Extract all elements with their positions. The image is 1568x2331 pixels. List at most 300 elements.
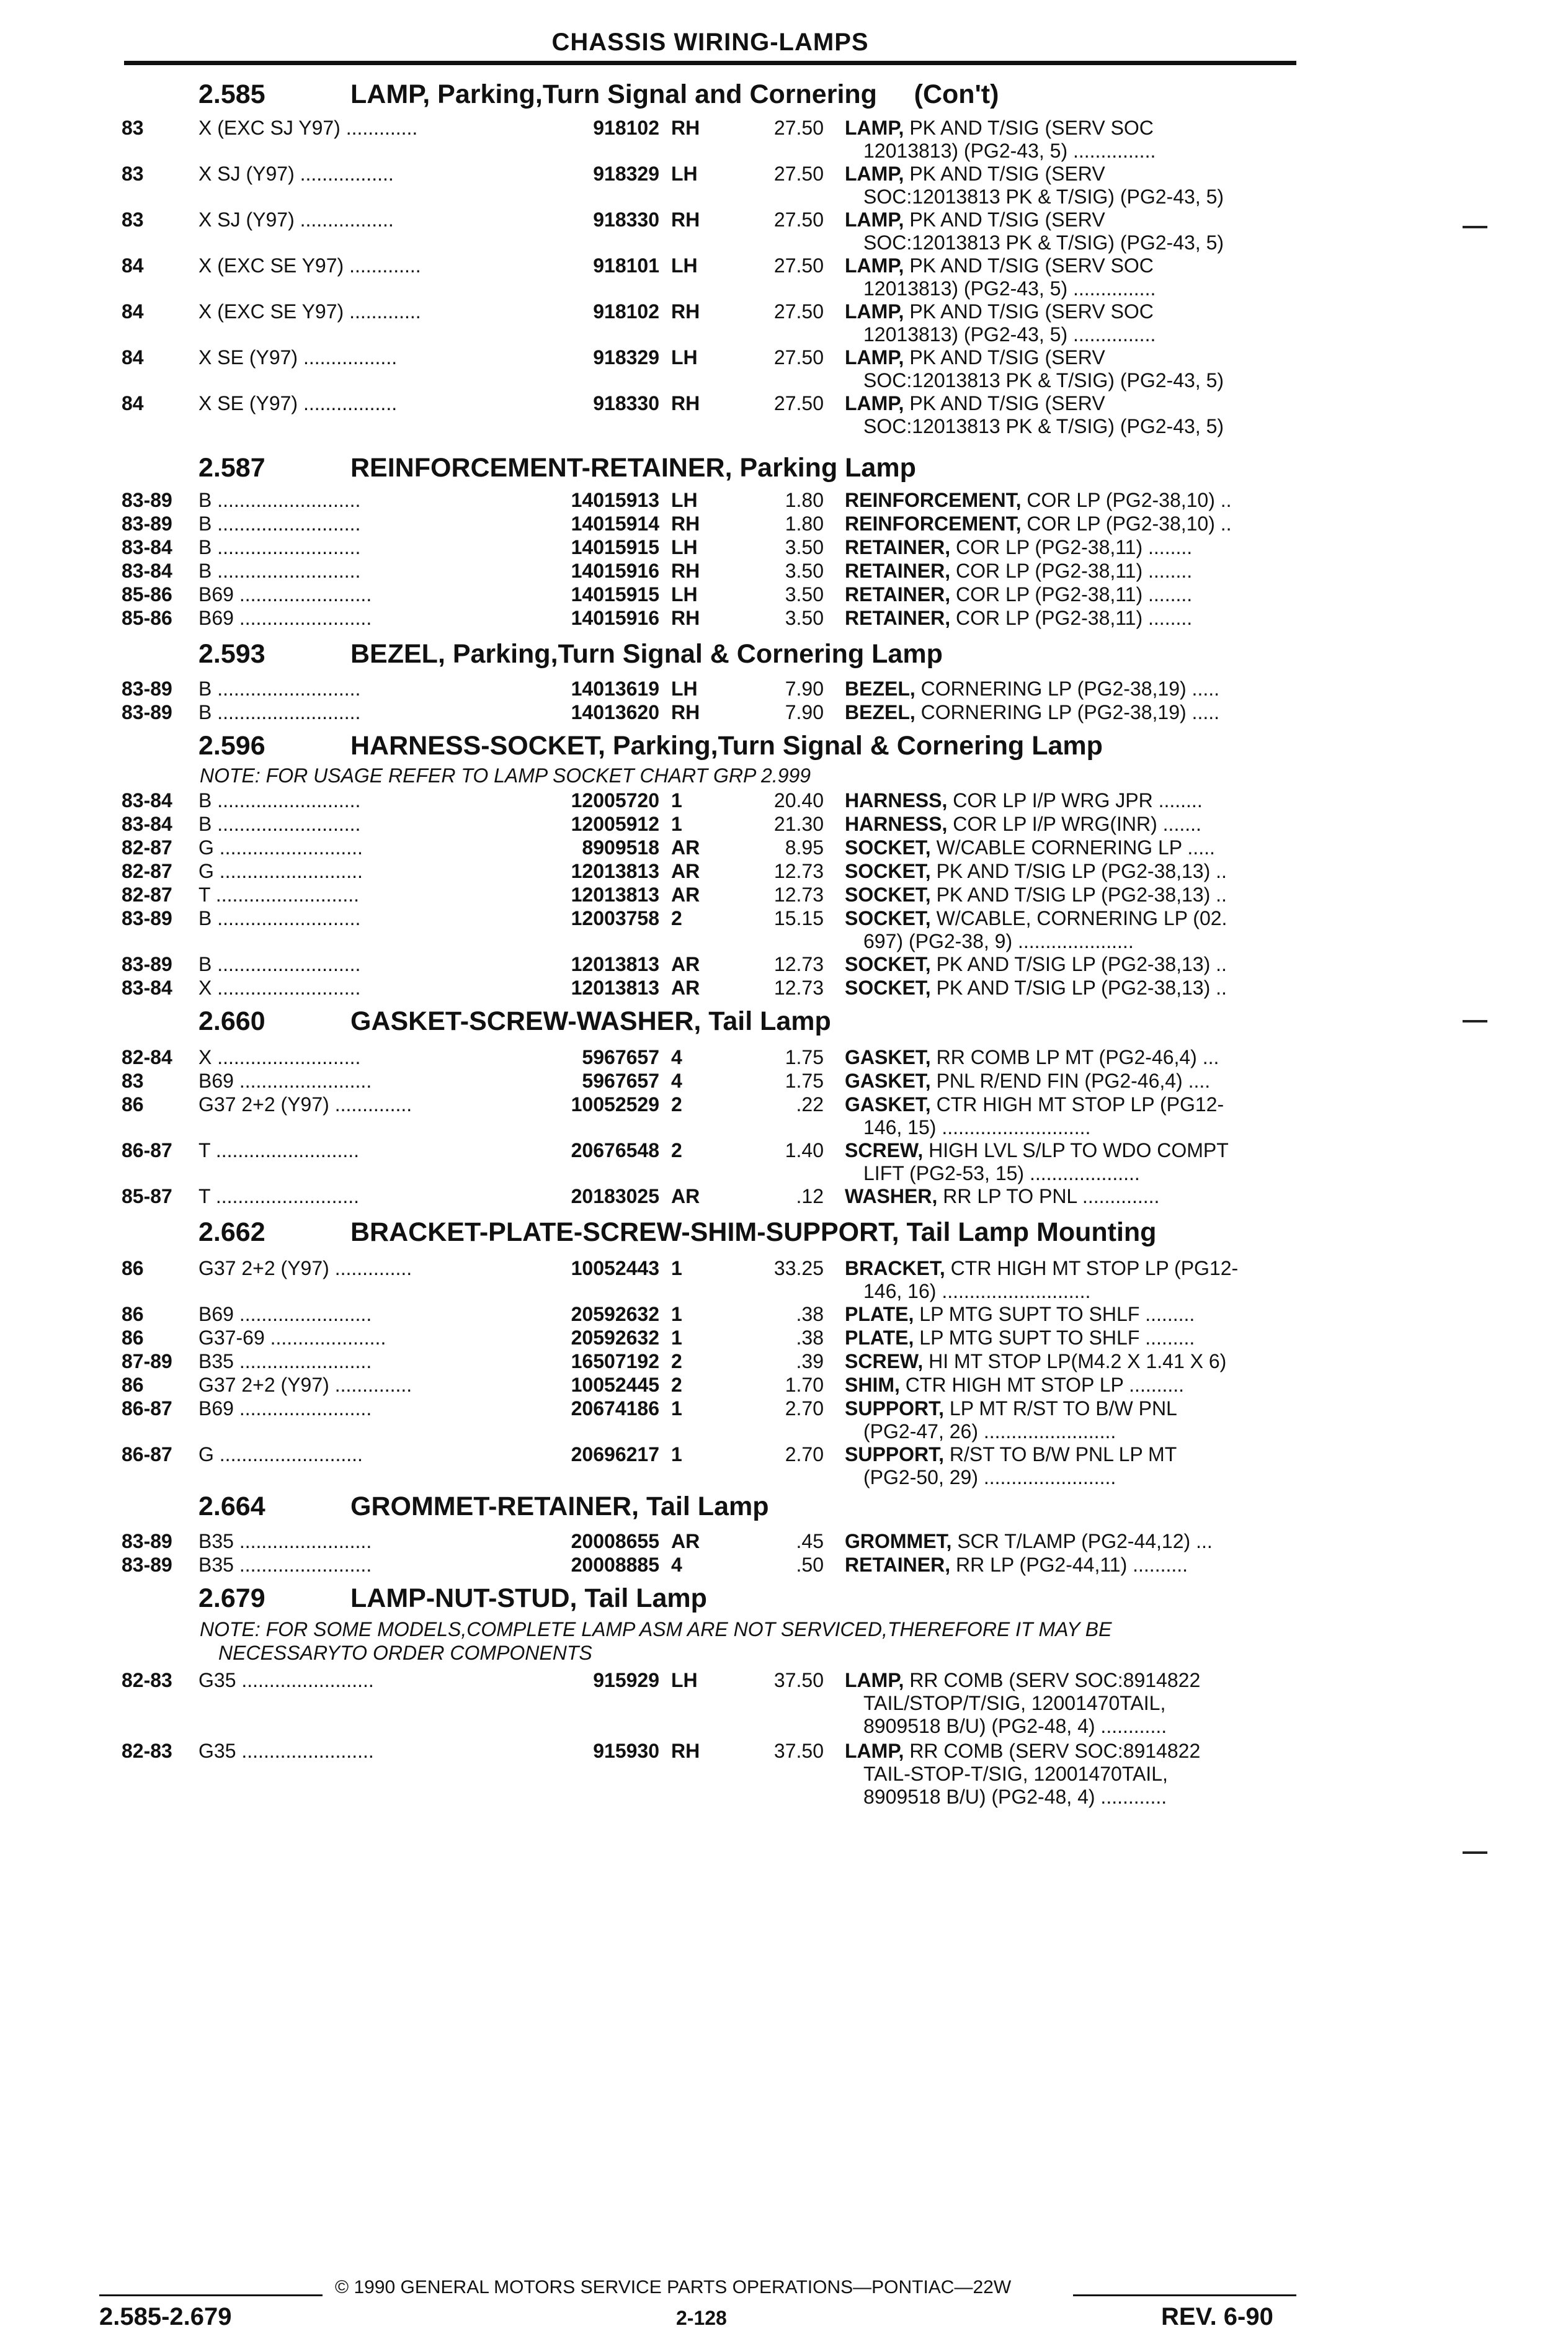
part-detail: PK AND T/SIG (SERV <box>904 346 1105 369</box>
section-number: 2.662 <box>198 1217 265 1247</box>
quantity-side: LH <box>671 1669 698 1691</box>
part-number: 20592632 <box>571 1303 659 1325</box>
part-name: GASKET, <box>845 1070 931 1092</box>
part-detail: COR LP I/P WRG JPR ........ <box>947 789 1203 812</box>
part-number: 918330 <box>593 392 659 414</box>
description-line <box>845 1443 1298 1466</box>
section-number: 2.660 <box>198 1006 265 1036</box>
part-name: LAMP, <box>845 254 904 277</box>
quantity-side: 1 <box>671 1397 682 1420</box>
description-line <box>845 789 1298 812</box>
price: 8.95 <box>785 836 824 859</box>
model-codes: B .......................... <box>198 907 361 929</box>
part-name: LAMP, <box>845 346 904 369</box>
part-name: HARNESS, <box>845 789 948 812</box>
model-years: 82-84 <box>122 1046 172 1068</box>
section-title: REINFORCEMENT-RETAINER, Parking Lamp <box>350 453 916 483</box>
model-years: 83-89 <box>122 1530 172 1552</box>
description-line <box>845 836 1298 859</box>
model-codes: B .......................... <box>198 813 361 835</box>
section-heading <box>198 1217 1156 1248</box>
part-detail: COR LP I/P WRG(INR) ....... <box>947 813 1201 835</box>
model-years: 82-87 <box>122 860 172 882</box>
quantity-side: 1 <box>671 789 682 812</box>
model-years: 83 <box>122 208 144 231</box>
model-codes: B69 ........................ <box>198 1070 372 1092</box>
model-codes: B .......................... <box>198 489 361 511</box>
model-years: 84 <box>122 346 144 369</box>
part-description <box>845 392 1298 438</box>
price: 7.90 <box>785 701 824 723</box>
part-detail: R/ST TO B/W PNL LP MT <box>944 1443 1177 1465</box>
model-codes: T .......................... <box>198 884 360 906</box>
model-years: 83-89 <box>122 953 172 975</box>
quantity-side: RH <box>671 117 700 139</box>
description-line <box>845 1740 1298 1763</box>
part-detail: PK AND T/SIG (SERV <box>904 163 1105 185</box>
model-codes: G37 2+2 (Y97) .............. <box>198 1374 412 1396</box>
description-line <box>845 953 1298 976</box>
part-description <box>845 1139 1298 1185</box>
part-description <box>845 907 1298 953</box>
part-detail: LP MT R/ST TO B/W PNL <box>944 1397 1177 1420</box>
part-detail: LP MTG SUPT TO SHLF ......... <box>914 1303 1195 1325</box>
section-note: NECESSARYTO ORDER COMPONENTS <box>218 1642 592 1664</box>
section-title: GASKET-SCREW-WASHER, Tail Lamp <box>350 1006 831 1036</box>
section-number: 2.593 <box>198 639 265 669</box>
part-number: 12003758 <box>571 907 659 929</box>
price: 27.50 <box>773 117 824 139</box>
header-rule <box>124 61 1296 65</box>
description-line <box>845 163 1298 186</box>
quantity-side: RH <box>671 208 700 231</box>
part-number: 12005720 <box>571 789 659 812</box>
model-years: 83-84 <box>122 560 172 582</box>
description-line <box>845 1093 1298 1116</box>
part-name: LAMP, <box>845 208 904 231</box>
model-years: 87-89 <box>122 1350 172 1372</box>
part-number: 14013620 <box>571 701 659 723</box>
part-detail: PK AND T/SIG LP (PG2-38,13) .. <box>930 860 1227 882</box>
part-detail: COR LP (PG2-38,10) .. <box>1021 512 1232 535</box>
description-continuation: 12013813) (PG2-43, 5) ............... <box>863 323 1156 346</box>
part-number: 20183025 <box>571 1185 659 1207</box>
part-number: 918329 <box>593 346 659 369</box>
model-years: 86 <box>122 1327 144 1349</box>
model-codes: X (EXC SJ Y97) ............. <box>198 117 418 139</box>
quantity-side: 4 <box>671 1046 682 1068</box>
part-name: SHIM, <box>845 1374 900 1396</box>
part-detail: PK AND T/SIG LP (PG2-38,13) .. <box>930 977 1227 999</box>
part-detail: PK AND T/SIG (SERV SOC <box>904 254 1154 277</box>
part-description <box>845 163 1298 208</box>
part-description <box>845 884 1298 906</box>
model-years: 86 <box>122 1303 144 1325</box>
part-number: 20676548 <box>571 1139 659 1161</box>
description-line <box>845 1257 1298 1280</box>
description-line <box>845 489 1298 512</box>
description-line <box>845 392 1298 415</box>
model-codes: B35 ........................ <box>198 1350 372 1372</box>
part-description <box>845 512 1298 535</box>
description-line <box>845 117 1298 140</box>
part-detail: RR COMB LP MT (PG2-46,4) ... <box>930 1046 1219 1068</box>
quantity-side: RH <box>671 300 700 323</box>
price: 12.73 <box>773 860 824 882</box>
description-line <box>845 1070 1298 1093</box>
quantity-side: AR <box>671 977 700 999</box>
section-title: LAMP, Parking,Turn Signal and Cornering (Con't) <box>350 79 999 109</box>
part-description <box>845 813 1298 836</box>
part-description <box>845 953 1298 976</box>
part-number: 12005912 <box>571 813 659 835</box>
part-name: SCREW, <box>845 1350 924 1372</box>
part-name: BEZEL, <box>845 678 915 700</box>
section-title: HARNESS-SOCKET, Parking,Turn Signal & Cornering Lamp <box>350 731 1103 761</box>
quantity-side: LH <box>671 163 698 185</box>
part-name: SOCKET, <box>845 977 931 999</box>
quantity-side: 1 <box>671 1327 682 1349</box>
model-codes: G35 ........................ <box>198 1740 374 1762</box>
section-heading <box>198 731 1103 761</box>
price: .22 <box>796 1093 824 1116</box>
part-name: LAMP, <box>845 392 904 414</box>
quantity-side: LH <box>671 583 698 606</box>
description-continuation: SOC:12013813 PK & T/SIG) (PG2-43, 5) <box>863 231 1224 254</box>
model-years: 83 <box>122 163 144 185</box>
price: 33.25 <box>773 1257 824 1279</box>
part-number: 20592632 <box>571 1327 659 1349</box>
model-years: 83-89 <box>122 701 172 723</box>
part-detail: PK AND T/SIG (SERV SOC <box>904 117 1154 139</box>
model-years: 83-84 <box>122 536 172 558</box>
section-heading <box>198 1583 707 1614</box>
model-years: 84 <box>122 300 144 323</box>
part-description <box>845 1374 1298 1397</box>
price: 15.15 <box>773 907 824 929</box>
price: 27.50 <box>773 208 824 231</box>
page-header-title: CHASSIS WIRING-LAMPS <box>551 29 869 56</box>
section-title: BRACKET-PLATE-SCREW-SHIM-SUPPORT, Tail Lamp Mounting <box>350 1217 1157 1247</box>
part-name: RETAINER, <box>845 1554 951 1576</box>
price: .45 <box>796 1530 824 1552</box>
price: 2.70 <box>785 1443 824 1465</box>
part-detail: RR LP (PG2-44,11) .......... <box>950 1554 1188 1576</box>
model-years: 86 <box>122 1257 144 1279</box>
price: 1.40 <box>785 1139 824 1161</box>
price: 2.70 <box>785 1397 824 1420</box>
part-detail: W/CABLE CORNERING LP ..... <box>930 836 1215 859</box>
part-detail: PK AND T/SIG LP (PG2-38,13) .. <box>930 884 1227 906</box>
model-years: 86-87 <box>122 1397 172 1420</box>
part-description <box>845 607 1298 630</box>
part-description <box>845 977 1298 1000</box>
price: 7.90 <box>785 678 824 700</box>
part-description <box>845 1397 1298 1443</box>
part-description <box>845 489 1298 512</box>
part-detail: COR LP (PG2-38,11) ........ <box>950 536 1193 558</box>
price: .12 <box>796 1185 824 1207</box>
part-detail: W/CABLE, CORNERING LP (02. <box>930 907 1227 929</box>
part-description <box>845 1093 1298 1139</box>
price: 3.50 <box>785 583 824 606</box>
model-codes: B .......................... <box>198 678 361 700</box>
part-number: 918330 <box>593 208 659 231</box>
part-description <box>845 1669 1298 1738</box>
part-name: SCREW, <box>845 1139 924 1161</box>
model-codes: B .......................... <box>198 701 361 723</box>
model-codes: B35 ........................ <box>198 1554 372 1576</box>
description-line <box>845 1554 1298 1577</box>
quantity-side: LH <box>671 678 698 700</box>
part-name: REINFORCEMENT, <box>845 512 1022 535</box>
page-number: 2-128 <box>676 2307 727 2329</box>
description-line <box>845 1046 1298 1069</box>
price: .38 <box>796 1327 824 1349</box>
quantity-side: 2 <box>671 1093 682 1116</box>
part-description <box>845 346 1298 392</box>
part-number: 14015914 <box>571 512 659 535</box>
part-description <box>845 1554 1298 1577</box>
price: 1.75 <box>785 1070 824 1092</box>
part-description <box>845 1350 1298 1373</box>
part-number: 12013813 <box>571 953 659 975</box>
quantity-side: 1 <box>671 813 682 835</box>
part-number: 12013813 <box>571 860 659 882</box>
description-line <box>845 1139 1298 1162</box>
description-line <box>845 1185 1298 1208</box>
price: 27.50 <box>773 254 824 277</box>
model-years: 86 <box>122 1374 144 1396</box>
model-years: 82-83 <box>122 1740 172 1762</box>
quantity-side: LH <box>671 254 698 277</box>
part-number: 918101 <box>593 254 659 277</box>
part-number: 20008655 <box>571 1530 659 1552</box>
model-codes: T .......................... <box>198 1185 360 1207</box>
model-years: 85-86 <box>122 583 172 606</box>
quantity-side: AR <box>671 860 700 882</box>
description-line <box>845 208 1298 231</box>
part-number: 16507192 <box>571 1350 659 1372</box>
part-number: 20696217 <box>571 1443 659 1465</box>
description-continuation: (PG2-50, 29) ........................ <box>863 1466 1116 1488</box>
part-detail: CORNERING LP (PG2-38,19) ..... <box>915 701 1219 723</box>
model-codes: G35 ........................ <box>198 1669 374 1691</box>
description-line <box>845 512 1298 535</box>
model-codes: B .......................... <box>198 512 361 535</box>
part-description <box>845 536 1298 559</box>
part-number: 20008885 <box>571 1554 659 1576</box>
price: .38 <box>796 1303 824 1325</box>
description-continuation: SOC:12013813 PK & T/SIG) (PG2-43, 5) <box>863 186 1224 208</box>
model-codes: X .......................... <box>198 977 361 999</box>
part-number: 14015915 <box>571 583 659 606</box>
model-years: 86 <box>122 1093 144 1116</box>
part-detail: CTR HIGH MT STOP LP (PG12- <box>930 1093 1224 1116</box>
model-years: 85-87 <box>122 1185 172 1207</box>
description-continuation: TAIL-STOP-T/SIG, 12001470TAIL, <box>863 1763 1168 1785</box>
section-note: NOTE: FOR USAGE REFER TO LAMP SOCKET CHART GRP 2.999 <box>200 764 811 787</box>
part-number: 5967657 <box>582 1070 659 1092</box>
description-continuation: 12013813) (PG2-43, 5) ............... <box>863 277 1156 300</box>
price: 12.73 <box>773 977 824 999</box>
model-years: 83-84 <box>122 977 172 999</box>
part-name: PLATE, <box>845 1327 914 1349</box>
footer-rule-left <box>99 2294 323 2296</box>
part-description <box>845 1740 1298 1809</box>
part-name: REINFORCEMENT, <box>845 489 1022 511</box>
description-line <box>845 607 1298 630</box>
price: 3.50 <box>785 560 824 582</box>
part-number: 14015916 <box>571 607 659 629</box>
price: .50 <box>796 1554 824 1576</box>
part-number: 915929 <box>593 1669 659 1691</box>
description-line <box>845 583 1298 606</box>
quantity-side: LH <box>671 346 698 369</box>
part-number: 14015913 <box>571 489 659 511</box>
part-detail: SCR T/LAMP (PG2-44,12) ... <box>951 1530 1213 1552</box>
model-codes: T .......................... <box>198 1139 360 1161</box>
part-name: LAMP, <box>845 163 904 185</box>
description-line <box>845 813 1298 836</box>
description-line <box>845 254 1298 277</box>
part-description <box>845 208 1298 254</box>
model-years: 83 <box>122 117 144 139</box>
part-name: SUPPORT, <box>845 1397 945 1420</box>
quantity-side: 2 <box>671 1139 682 1161</box>
part-detail: HI MT STOP LP(M4.2 X 1.41 X 6) <box>923 1350 1227 1372</box>
description-line <box>845 1669 1298 1692</box>
part-number: 12013813 <box>571 884 659 906</box>
quantity-side: RH <box>671 701 700 723</box>
part-name: RETAINER, <box>845 607 951 629</box>
section-note: NOTE: FOR SOME MODELS,COMPLETE LAMP ASM ARE NOT SERVICED,THEREFORE IT MAY BE <box>200 1618 1112 1640</box>
model-years: 84 <box>122 392 144 414</box>
part-description <box>845 1327 1298 1349</box>
part-detail: COR LP (PG2-38,11) ........ <box>950 583 1193 606</box>
quantity-side: RH <box>671 560 700 582</box>
quantity-side: LH <box>671 536 698 558</box>
price: 27.50 <box>773 346 824 369</box>
part-name: RETAINER, <box>845 536 951 558</box>
description-continuation: 8909518 B/U) (PG2-48, 4) ............ <box>863 1786 1167 1808</box>
quantity-side: 4 <box>671 1070 682 1092</box>
part-number: 10052529 <box>571 1093 659 1116</box>
description-continuation: 12013813) (PG2-43, 5) ............... <box>863 140 1156 162</box>
price: 1.75 <box>785 1046 824 1068</box>
model-codes: B .......................... <box>198 789 361 812</box>
part-description <box>845 1257 1298 1303</box>
section-title: GROMMET-RETAINER, Tail Lamp <box>350 1492 769 1521</box>
model-codes: B69 ........................ <box>198 583 372 606</box>
description-continuation: (PG2-47, 26) ........................ <box>863 1420 1116 1443</box>
model-codes: X SE (Y97) ................. <box>198 392 398 414</box>
part-name: BRACKET, <box>845 1257 945 1279</box>
price: 1.80 <box>785 489 824 511</box>
part-detail: PK AND T/SIG (SERV <box>904 392 1105 414</box>
price: 12.73 <box>773 884 824 906</box>
part-description <box>845 860 1298 883</box>
part-detail: RR COMB (SERV SOC:8914822 <box>904 1740 1201 1762</box>
description-line <box>845 907 1298 930</box>
part-detail: COR LP (PG2-38,11) ........ <box>950 560 1193 582</box>
part-number: 14015915 <box>571 536 659 558</box>
model-codes: B .......................... <box>198 560 361 582</box>
model-codes: X (EXC SE Y97) ............. <box>198 254 421 277</box>
model-years: 83-84 <box>122 813 172 835</box>
part-description <box>845 1046 1298 1069</box>
quantity-side: 2 <box>671 907 682 929</box>
part-number: 14013619 <box>571 678 659 700</box>
part-name: BEZEL, <box>845 701 915 723</box>
model-years: 83 <box>122 1070 144 1092</box>
price: 1.70 <box>785 1374 824 1396</box>
model-codes: X SJ (Y97) ................. <box>198 163 394 185</box>
description-line <box>845 560 1298 583</box>
part-description <box>845 583 1298 606</box>
price: 12.73 <box>773 953 824 975</box>
description-line <box>845 1530 1298 1553</box>
group-range: 2.585-2.679 <box>99 2303 232 2330</box>
description-line <box>845 300 1298 323</box>
description-line <box>845 884 1298 906</box>
part-number: 12013813 <box>571 977 659 999</box>
part-description <box>845 1530 1298 1553</box>
quantity-side: 1 <box>671 1303 682 1325</box>
revision-label: REV. 6-90 <box>1161 2303 1273 2330</box>
model-years: 85-86 <box>122 607 172 629</box>
quantity-side: AR <box>671 1530 700 1552</box>
part-detail: CTR HIGH MT STOP LP (PG12- <box>945 1257 1239 1279</box>
section-heading <box>198 1492 768 1522</box>
part-description <box>845 1070 1298 1093</box>
part-description <box>845 1443 1298 1489</box>
model-codes: G37 2+2 (Y97) .............. <box>198 1257 412 1279</box>
quantity-side: RH <box>671 1740 700 1762</box>
model-years: 82-87 <box>122 836 172 859</box>
quantity-side: RH <box>671 392 700 414</box>
quantity-side: LH <box>671 489 698 511</box>
description-continuation: TAIL/STOP/T/SIG, 12001470TAIL, <box>863 1692 1166 1714</box>
section-heading <box>198 79 999 110</box>
model-codes: B69 ........................ <box>198 1397 372 1420</box>
description-line <box>845 1397 1298 1420</box>
part-description <box>845 678 1298 700</box>
model-years: 86-87 <box>122 1443 172 1465</box>
price: .39 <box>796 1350 824 1372</box>
section-heading <box>198 1006 831 1037</box>
part-name: SOCKET, <box>845 953 931 975</box>
section-heading <box>198 639 943 669</box>
description-line <box>845 1350 1298 1373</box>
part-name: SOCKET, <box>845 907 931 929</box>
part-number: 915930 <box>593 1740 659 1762</box>
part-name: LAMP, <box>845 300 904 323</box>
description-line <box>845 1303 1298 1326</box>
part-detail: RR LP TO PNL .............. <box>937 1185 1160 1207</box>
part-name: SOCKET, <box>845 860 931 882</box>
part-detail: LP MTG SUPT TO SHLF ......... <box>914 1327 1195 1349</box>
part-name: SUPPORT, <box>845 1443 945 1465</box>
model-years: 83-89 <box>122 489 172 511</box>
part-number: 20674186 <box>571 1397 659 1420</box>
part-name: LAMP, <box>845 1740 904 1762</box>
price: 37.50 <box>773 1740 824 1762</box>
part-name: GROMMET, <box>845 1530 952 1552</box>
part-number: 918102 <box>593 300 659 323</box>
model-codes: G .......................... <box>198 836 363 859</box>
model-years: 84 <box>122 254 144 277</box>
